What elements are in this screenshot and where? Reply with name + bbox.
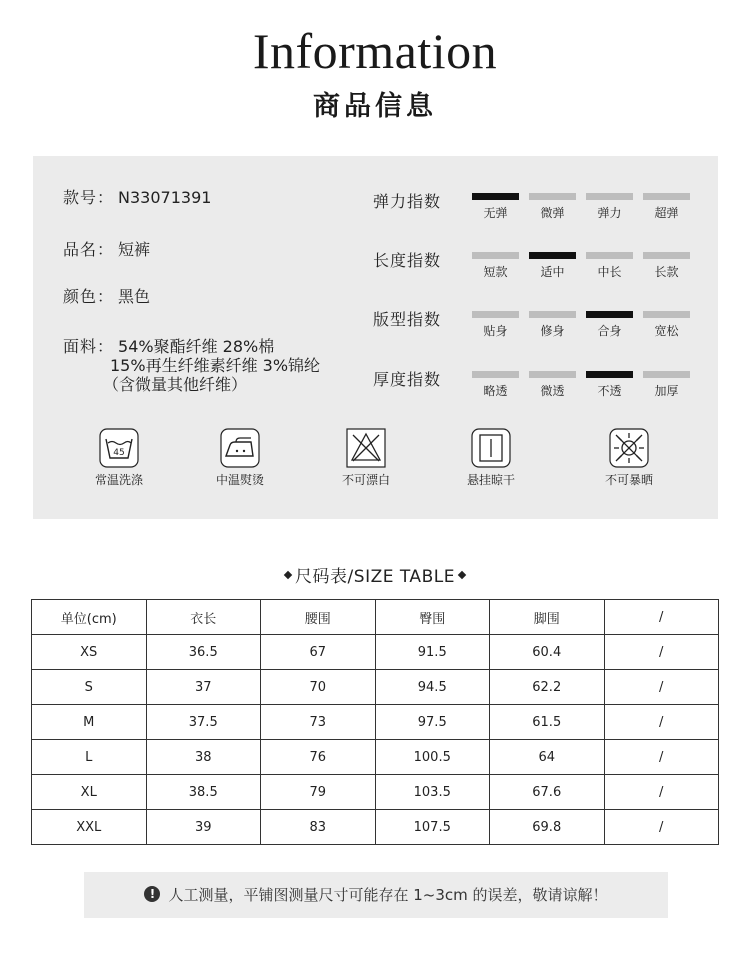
size-table [31,599,719,845]
table-cell: L [32,740,147,775]
table-header-cell: 腰围 [261,600,376,635]
table-cell: 73 [261,705,376,740]
index-row-length [373,248,718,288]
index-bar [529,311,576,318]
table-cell: XXL [32,810,147,845]
index-bar [586,252,633,259]
product-info-panel [33,156,718,519]
index-option-label: 宽松 [654,324,679,338]
care-item-bleach [321,428,411,488]
index-option [529,311,576,339]
page-title-en: Information [252,23,498,79]
index-bar [643,371,690,378]
index-bar [586,193,633,200]
index-option-label: 长款 [654,265,679,279]
table-cell: / [604,705,719,740]
index-option [529,193,576,221]
size-table-title [0,562,750,587]
wash-45-icon [99,428,139,468]
table-cell: 97.5 [375,705,490,740]
table-cell: S [32,670,147,705]
index-option [643,252,690,280]
index-bar-selected [472,193,519,200]
page-title-cn: 商品信息 [313,91,437,122]
table-row [32,740,719,775]
table-row [32,810,719,845]
index-option-label: 加厚 [654,384,679,398]
table-cell: 38.5 [146,775,261,810]
index-option-label: 微弹 [540,206,565,220]
index-option-label: 弹力 [597,206,622,220]
table-header-cell: 单位(cm) [32,600,147,635]
index-bar [472,311,519,318]
index-bar [472,252,519,259]
index-option [586,193,633,221]
table-cell: 94.5 [375,670,490,705]
index-label: 弹力指数 [373,192,442,211]
index-option [472,311,519,339]
table-cell: 107.5 [375,810,490,845]
fabric-composition-3: （含微量其他纤维） [103,375,248,394]
product-name-value: 短裤 [118,240,151,259]
care-label: 不可漂白 [341,473,390,487]
table-header-cell: 衣长 [146,600,261,635]
index-row-thickness [373,367,718,407]
exclamation-icon: ! [144,886,160,902]
table-cell: M [32,705,147,740]
index-row-fit [373,307,718,347]
index-option [586,252,633,280]
iron-medium-icon [220,428,260,468]
index-option-label: 中长 [597,265,622,279]
care-label: 不可暴晒 [604,473,653,487]
fabric-composition-2: 15%再生纤维素纤维 3%锦纶 [110,356,321,375]
index-bar [529,193,576,200]
measurement-notice [84,872,668,918]
table-row [32,670,719,705]
table-cell: 60.4 [490,635,605,670]
product-color-label: 颜色： [63,287,115,306]
notice-text: 人工测量，平铺图测量尺寸可能存在 1~3cm 的误差，敬请谅解！ [168,886,608,904]
care-label: 悬挂晾干 [466,473,515,487]
care-label: 中温熨烫 [215,473,264,487]
index-option-label: 微透 [540,384,565,398]
index-option-label: 不透 [597,384,622,398]
index-option [472,371,519,399]
index-option [472,193,519,221]
style-number-value: N33071391 [118,188,212,207]
table-cell: / [604,670,719,705]
table-cell: 70 [261,670,376,705]
index-option-label: 超弹 [654,206,679,220]
table-cell: 61.5 [490,705,605,740]
table-cell: XS [32,635,147,670]
table-cell: 37 [146,670,261,705]
no-sun-dry-icon [609,428,649,468]
fabric-line-1 [63,337,274,356]
index-bar [643,311,690,318]
diamond-icon [458,571,466,579]
index-option [472,252,519,280]
index-option [643,193,690,221]
table-cell: 39 [146,810,261,845]
index-bar-selected [529,252,576,259]
table-cell: 62.2 [490,670,605,705]
index-bar [643,252,690,259]
fabric-composition-1: 54%聚酯纤维 28%棉 [118,337,275,356]
index-option-label: 合身 [597,324,622,338]
care-item-iron [195,428,285,488]
table-cell: 67.6 [490,775,605,810]
table-header-cell: / [604,600,719,635]
index-option-label: 略透 [483,384,508,398]
product-color [63,287,150,306]
index-option [586,311,633,339]
diamond-icon [284,571,292,579]
index-option [643,371,690,399]
index-label: 长度指数 [373,251,442,270]
care-item-hang [446,428,536,488]
index-option-label: 贴身 [483,324,508,338]
table-header-row [32,600,719,635]
index-bar [529,371,576,378]
table-header-cell: 脚围 [490,600,605,635]
table-cell: / [604,740,719,775]
table-cell: 103.5 [375,775,490,810]
table-cell: 83 [261,810,376,845]
table-cell: XL [32,775,147,810]
table-cell: 67 [261,635,376,670]
index-bar-selected [586,311,633,318]
product-color-value: 黑色 [118,287,151,306]
style-number [63,188,211,207]
table-cell: / [604,635,719,670]
table-cell: 91.5 [375,635,490,670]
care-item-wash [74,428,164,488]
table-cell: 36.5 [146,635,261,670]
table-cell: 64 [490,740,605,775]
index-bar [472,371,519,378]
table-cell: / [604,810,719,845]
table-cell: 76 [261,740,376,775]
index-bar-selected [586,371,633,378]
no-bleach-icon [346,428,386,468]
table-cell: 37.5 [146,705,261,740]
index-option-label: 无弹 [483,206,508,220]
index-option-label: 短款 [483,265,508,279]
size-table-title-text: 尺码表/SIZE TABLE [295,567,455,587]
care-label: 常温洗涤 [94,473,143,487]
product-name [63,240,150,259]
wash-temp-label: 45 [113,448,125,458]
index-option [529,252,576,280]
table-row [32,705,719,740]
index-option [643,311,690,339]
table-row [32,775,719,810]
index-label: 厚度指数 [373,370,442,389]
index-label: 版型指数 [373,310,442,329]
hang-dry-icon [471,428,511,468]
table-cell: 69.8 [490,810,605,845]
index-bar [643,193,690,200]
table-header-cell: 臀围 [375,600,490,635]
table-cell: / [604,775,719,810]
table-cell: 79 [261,775,376,810]
index-option-label: 修身 [540,324,565,338]
index-row-elasticity [373,189,718,229]
index-option [529,371,576,399]
style-number-label: 款号： [63,188,115,207]
table-row [32,635,719,670]
table-cell: 38 [146,740,261,775]
index-option [586,371,633,399]
index-option-label: 适中 [540,265,565,279]
table-cell: 100.5 [375,740,490,775]
care-item-sun [584,428,674,488]
product-name-label: 品名： [63,240,115,259]
fabric-label: 面料： [63,337,115,356]
